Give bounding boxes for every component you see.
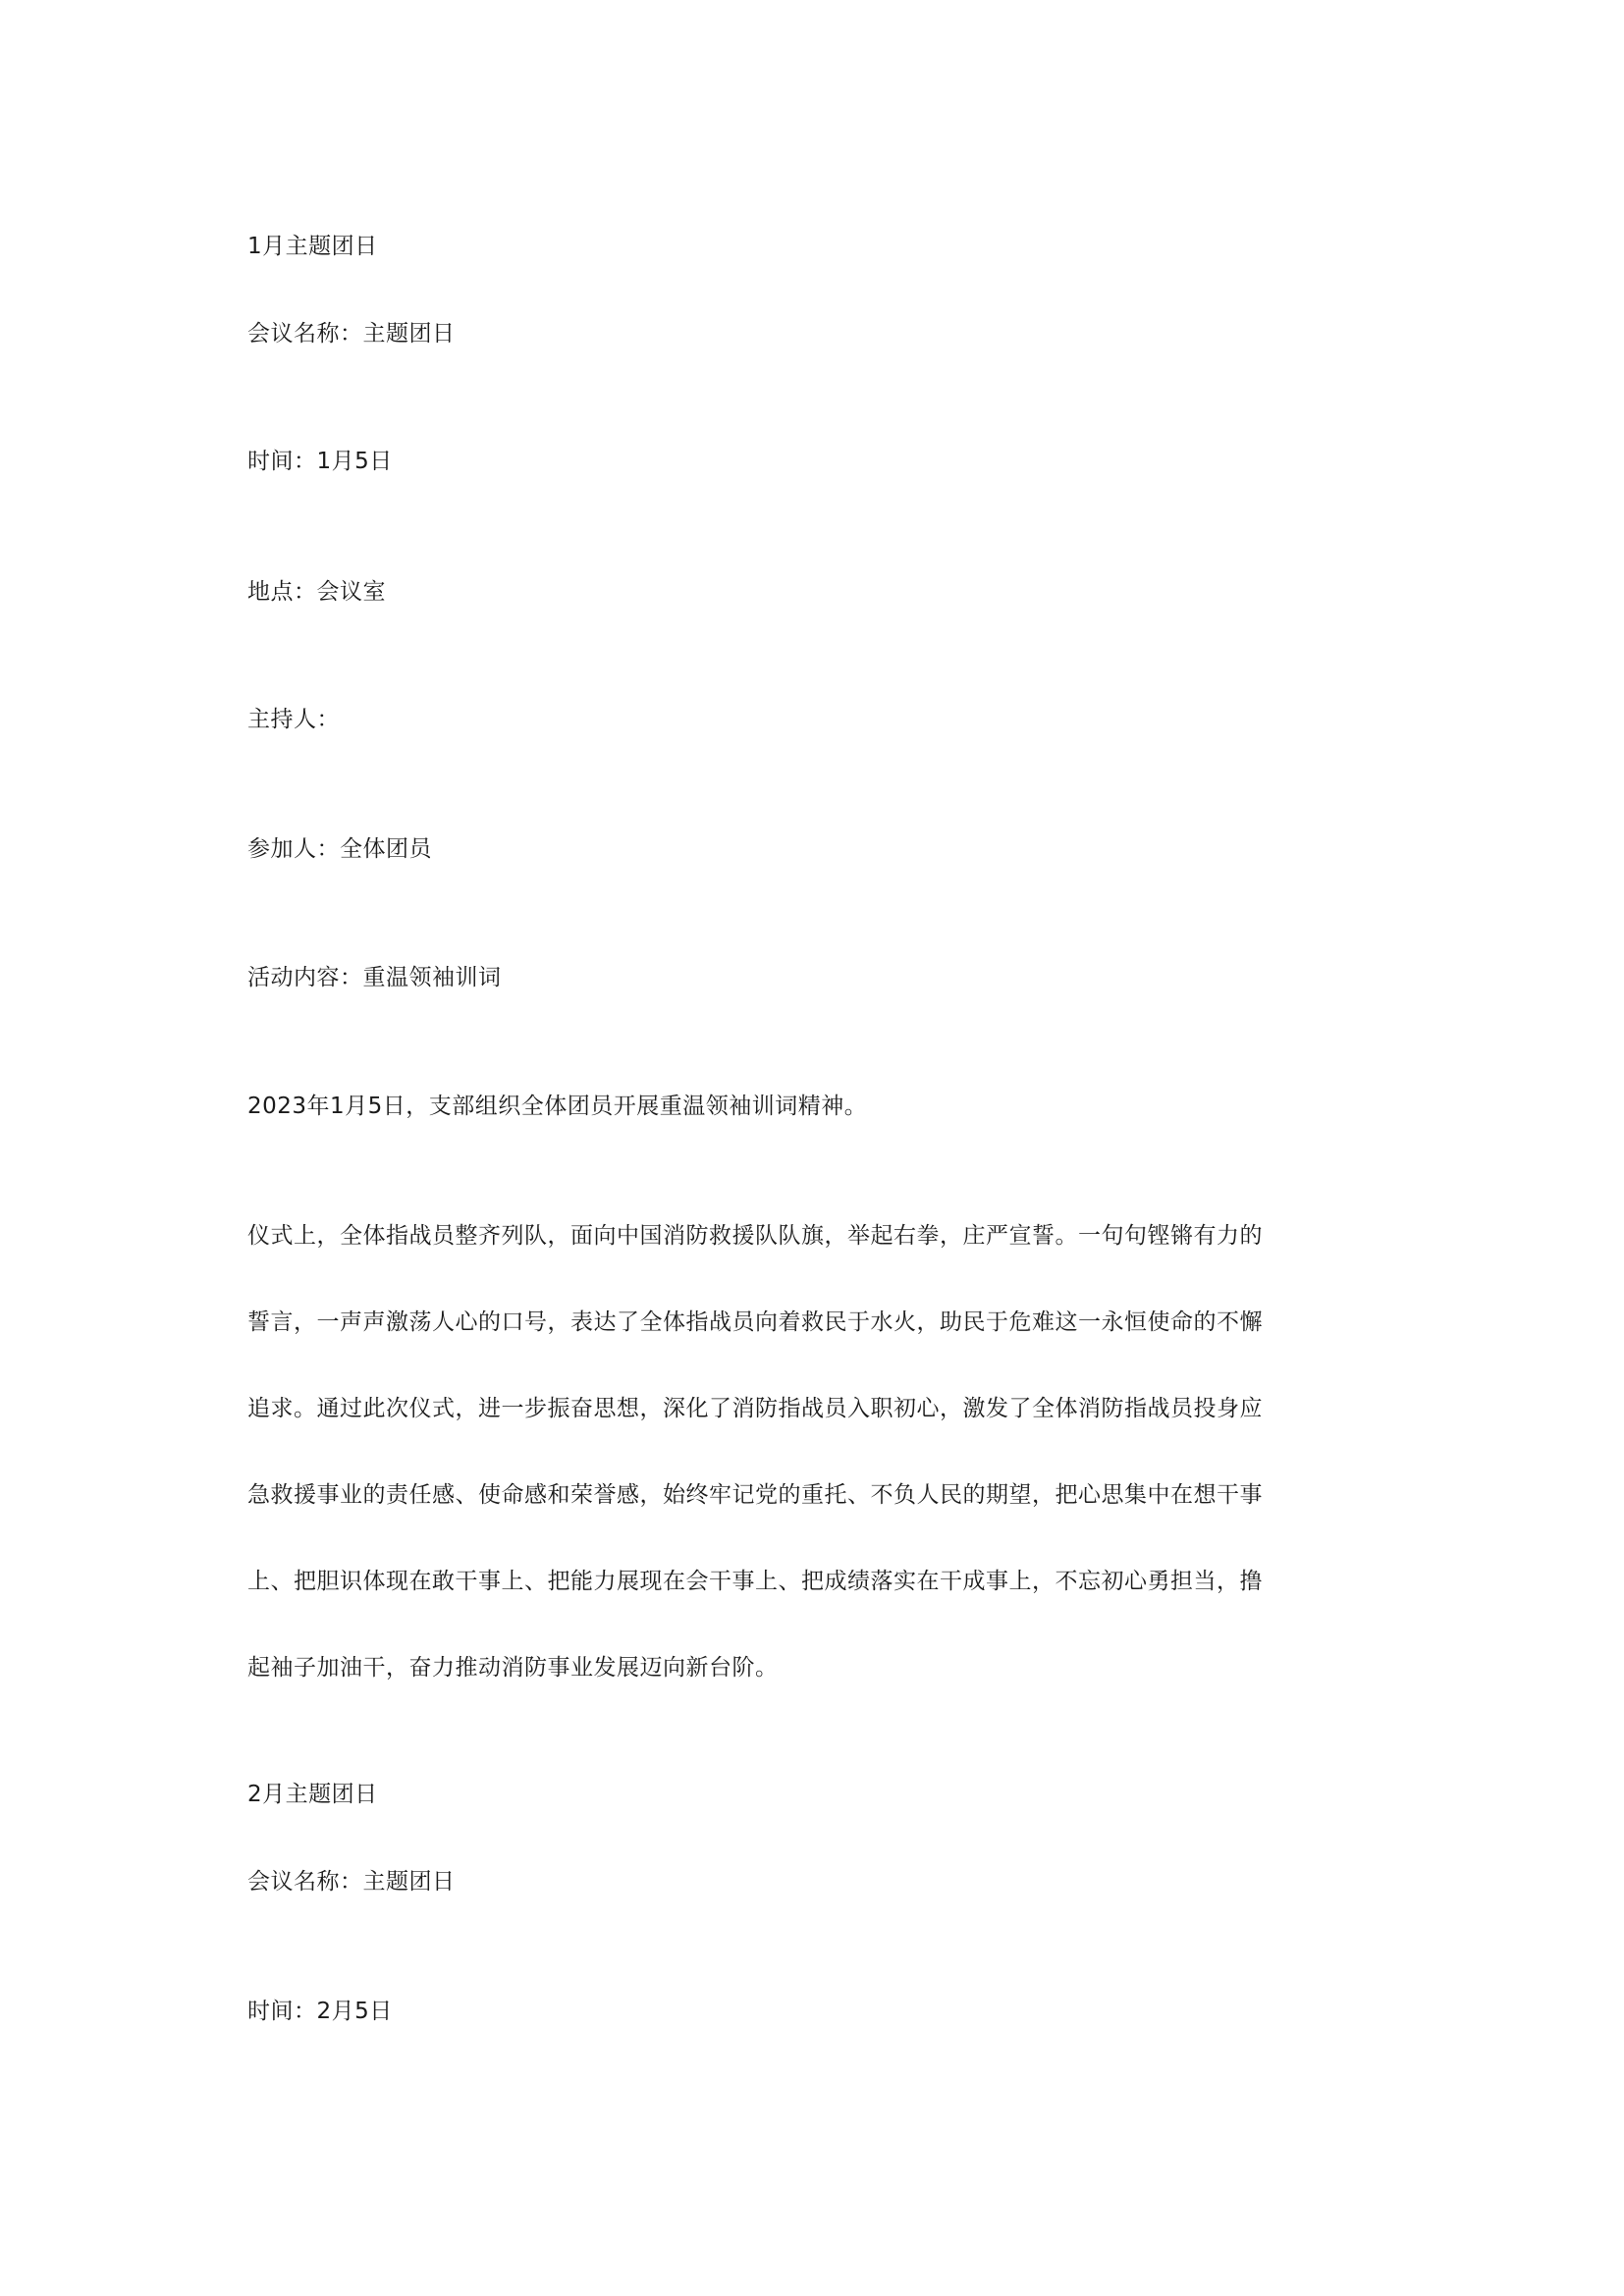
body-line: 追求。通过此次仪式，进一步振奋思想，深化了消防指战员入职初心，激发了全体消防指战员投身应 (247, 1396, 1263, 1421)
section1-heading: 1月主题团日 (247, 234, 378, 259)
section2-heading: 2月主题团日 (247, 1782, 378, 1807)
section2-time: 时间：2月5日 (247, 1999, 393, 2024)
body-line: 急救援事业的责任感、使命感和荣誉感，始终牢记党的重托、不负人民的期望，把心思集中在想干事 (247, 1482, 1263, 1508)
body-line: 起袖子加油干，奋力推动消防事业发展迈向新台阶。 (247, 1655, 779, 1681)
section1-location: 地点：会议室 (247, 579, 386, 605)
body-line: 上、把胆识体现在敢干事上、把能力展现在会干事上、把成绩落实在干成事上，不忘初心勇担当，撸 (247, 1569, 1263, 1594)
body-line: 誓言，一声声激荡人心的口号，表达了全体指战员向着救民于水火，助民于危难这一永恒使命的不懈 (247, 1309, 1263, 1335)
section2-meeting-name: 会议名称：主题团日 (247, 1869, 456, 1895)
section1-time: 时间：1月5日 (247, 449, 393, 474)
section1-body-paragraph (247, 1221, 1377, 1739)
section1-host: 主持人： (247, 707, 340, 732)
body-line: 仪式上，全体指战员整齐列队，面向中国消防救援队队旗，举起右拳，庄严宣誓。一句句铿锵有力的 (247, 1223, 1263, 1249)
section1-summary: 2023年1月5日，支部组织全体团员开展重温领袖训词精神。 (247, 1094, 868, 1119)
section1-meeting-name: 会议名称：主题团日 (247, 321, 456, 347)
section1-attendees: 参加人：全体团员 (247, 836, 432, 862)
section1-content: 活动内容：重温领袖训词 (247, 965, 502, 990)
